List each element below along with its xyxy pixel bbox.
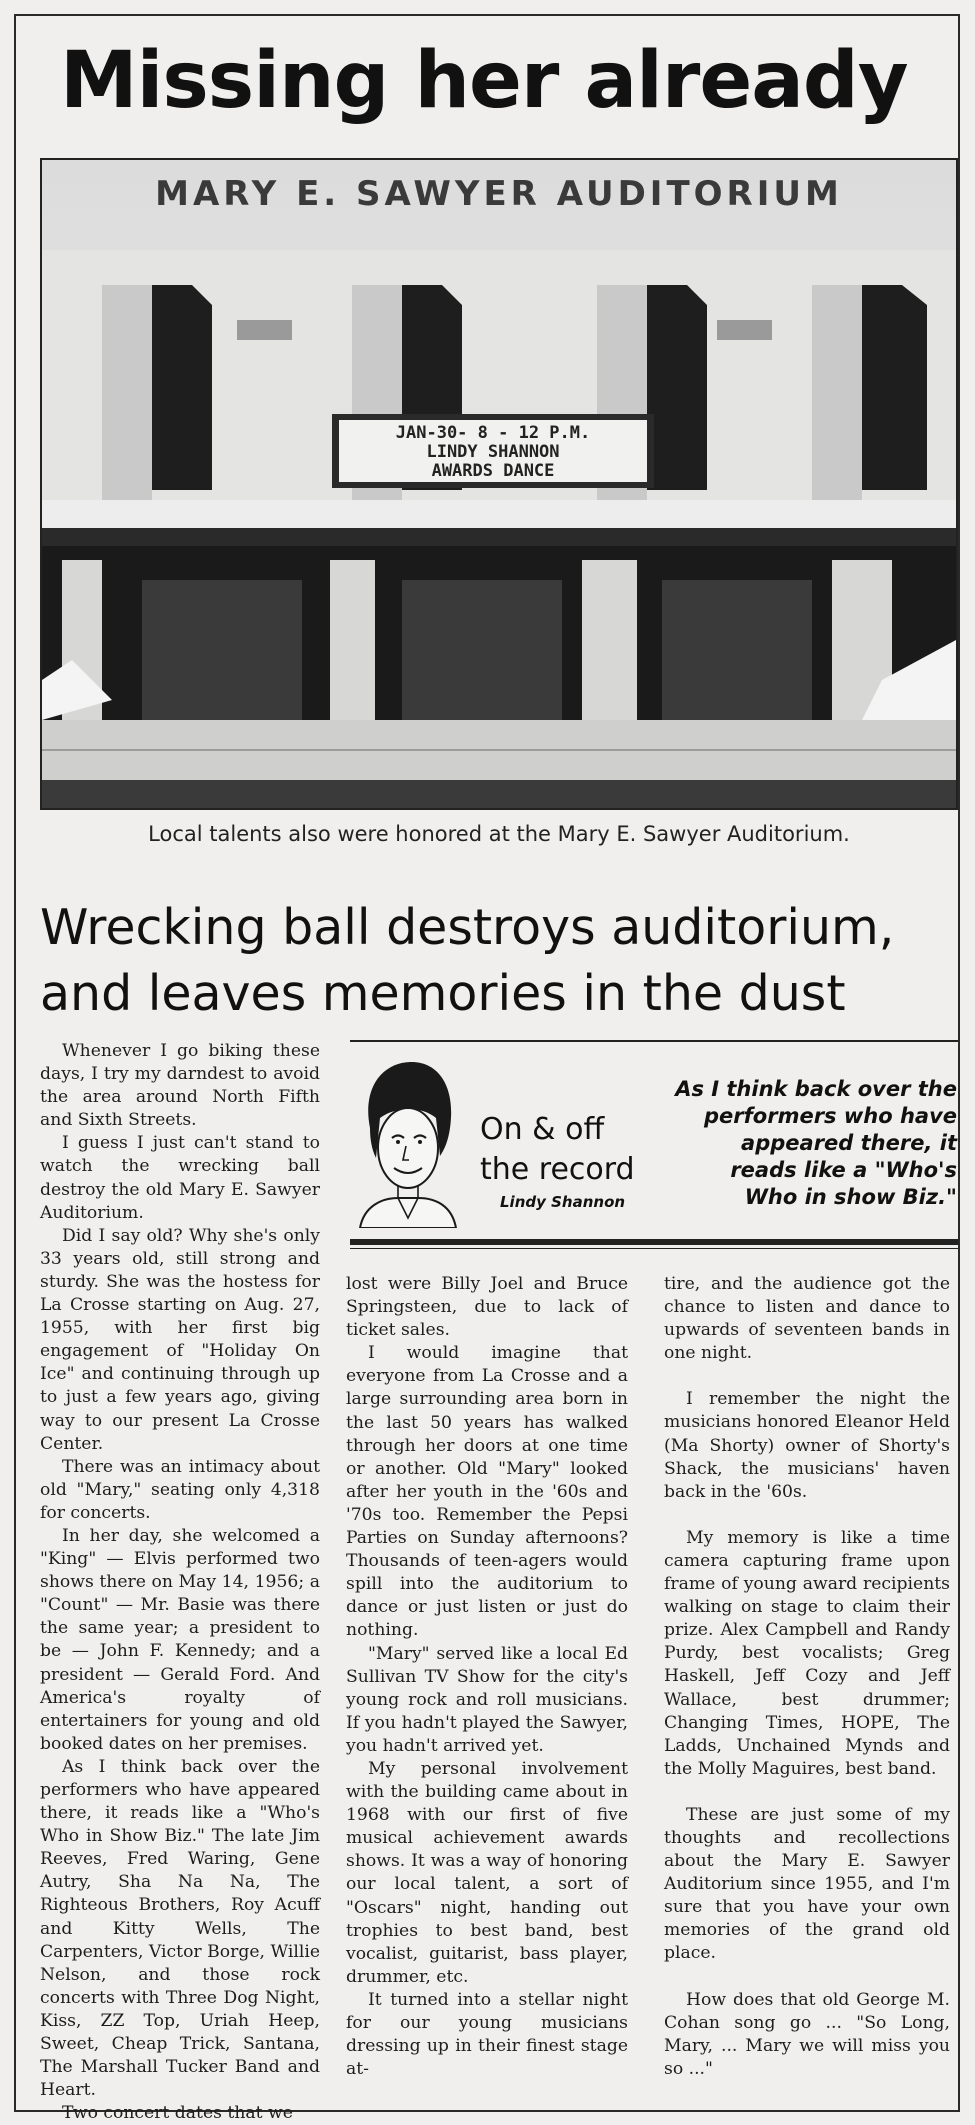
paragraph: I guess I just can't stand to watch the wrecking ball destroy the old Mary E. Sawyer Auditorium.	[40, 1133, 320, 1223]
column-title	[480, 1110, 635, 1190]
subheadline-line-2: and leaves memories in the dust	[40, 965, 846, 1022]
paragraph: I would imagine that everyone from La Crosse and a large surrounding area born in the last 50 years has walked through her doors at one time or another. Old "Mary" looked after her youth in the '60s and '70s too. Remember the Pepsi Parties on Sunday afternoons? Thousands of teen-agers would spill into the auditorium to dance or just listen or just do nothing.	[346, 1343, 628, 1641]
subheadline-line-1: Wrecking ball destroys auditorium,	[40, 899, 895, 956]
paragraph: Did I say old? Why she's only 33 years old, still strong and sturdy. She was the hostess for La Crosse starting on Aug. 27, 1955, with her first big engagement of "Holiday On Ice" and continuing through up to just a few years ago, giving way to our present La Crosse Center.	[40, 1225, 320, 1454]
paragraph: In her day, she welcomed a "King" — Elvis performed two shows there on May 14, 1956; a "Count" — Mr. Basie was there the same year; a president to be — John F. Kennedy; and a president — Gerald Ford. And America's royalty of entertainers for young and old booked dates on her premises.	[40, 1525, 320, 1754]
article-column-2	[346, 1273, 628, 2081]
column-byline: Lindy Shannon	[500, 1193, 626, 1211]
column-header-bottom-rule-thin	[350, 1248, 958, 1249]
column-title-line-2: the record	[480, 1152, 635, 1187]
marquee-line-3: AWARDS DANCE	[431, 461, 555, 481]
paragraph: Two concert dates that we	[62, 2103, 293, 2124]
paragraph: Whenever I go biking these days, I try my darndest to avoid the area around North Fifth and Sixth Streets.	[40, 1041, 320, 1131]
paragraph: How does that old George M. Cohan song go ... "So Long, Mary, ... Mary we will miss you so ..."	[664, 1989, 950, 2079]
paragraph: lost were Billy Joel and Bruce Springsteen, due to lack of ticket sales.	[346, 1274, 628, 1341]
columnist-portrait	[352, 1058, 464, 1228]
subheadline	[40, 895, 970, 1027]
article-column-3	[664, 1273, 950, 2081]
column-title-line-1: On & off	[480, 1112, 605, 1147]
paragraph: tire, and the audience got the chance to listen and dance to upwards of seventeen bands in one night.	[664, 1274, 950, 1364]
paragraph: "Mary" served like a local Ed Sullivan TV Show for the city's young rock and roll musicians. If you hadn't played the Sawyer, you hadn't arrived yet.	[346, 1643, 628, 1756]
pull-quote: As I think back over the performers who have appeared there, it reads like a "Who's Who in show Biz."	[675, 1077, 957, 1209]
paragraph: It turned into a stellar night for our young musicians dressing up in their finest stage at-	[346, 1989, 628, 2080]
auditorium-photo	[40, 158, 958, 810]
column-header-top-rule	[350, 1040, 958, 1042]
sign-lettering: MARY E. SAWYER AUDITORIUM	[155, 174, 843, 214]
column-header-bottom-rule	[350, 1239, 958, 1245]
marquee-line-2: LINDY SHANNON	[426, 442, 560, 462]
paragraph: As I think back over the performers who have appeared there, it reads like a "Who's Who in Show Biz." The late Jim Reeves, Fred Waring, Gene Autry, Sha Na Na, The Righteous Brothers, Roy Acuff and Kitty Wells, The Carpenters, Victor Borge, Willie Nelson, and those rock concerts with Three Dog Night, Kiss, ZZ Top, Uriah Heep, Sweet, Cheap Trick, Santana, The Marshall Tucker Band and Heart.	[40, 1756, 320, 2101]
paragraph: My memory is like a time camera capturing frame upon frame of young award recipients walking on stage to claim their prize. Alex Campbell and Randy Purdy, best vocalists; Greg Haskell, Jeff Cozy and Jeff Wallace, best drummer; Changing Times, HOPE, The Ladds, Unchained Mynds and the Molly Maguires, best band.	[664, 1527, 950, 1779]
paragraph: My personal involvement with the building came about in 1968 with our first of five musical achievement awards shows. It was a way of honoring our local talent, a sort of "Oscars" night, handing out trophies to best band, best vocalist, guitarist, bass player, drummer, etc.	[346, 1758, 628, 1987]
photo-caption: Local talents also were honored at the Mary E. Sawyer Auditorium.	[148, 822, 850, 846]
headline: Missing her already	[60, 36, 908, 126]
paragraph: These are just some of my thoughts and recollections about the Mary E. Sawyer Auditorium since 1955, and I'm sure that you have your own memories of the grand old place.	[664, 1804, 950, 1964]
marquee-line-1: JAN-30- 8 - 12 P.M.	[395, 423, 591, 443]
paragraph: There was an intimacy about old "Mary," seating only 4,318 for concerts.	[40, 1456, 320, 1523]
paragraph: I remember the night the musicians honored Eleanor Held (Ma Shorty) owner of Shorty's Shack, the musicians' haven back in the '60s.	[664, 1389, 950, 1502]
article-column-1	[40, 1040, 320, 2125]
